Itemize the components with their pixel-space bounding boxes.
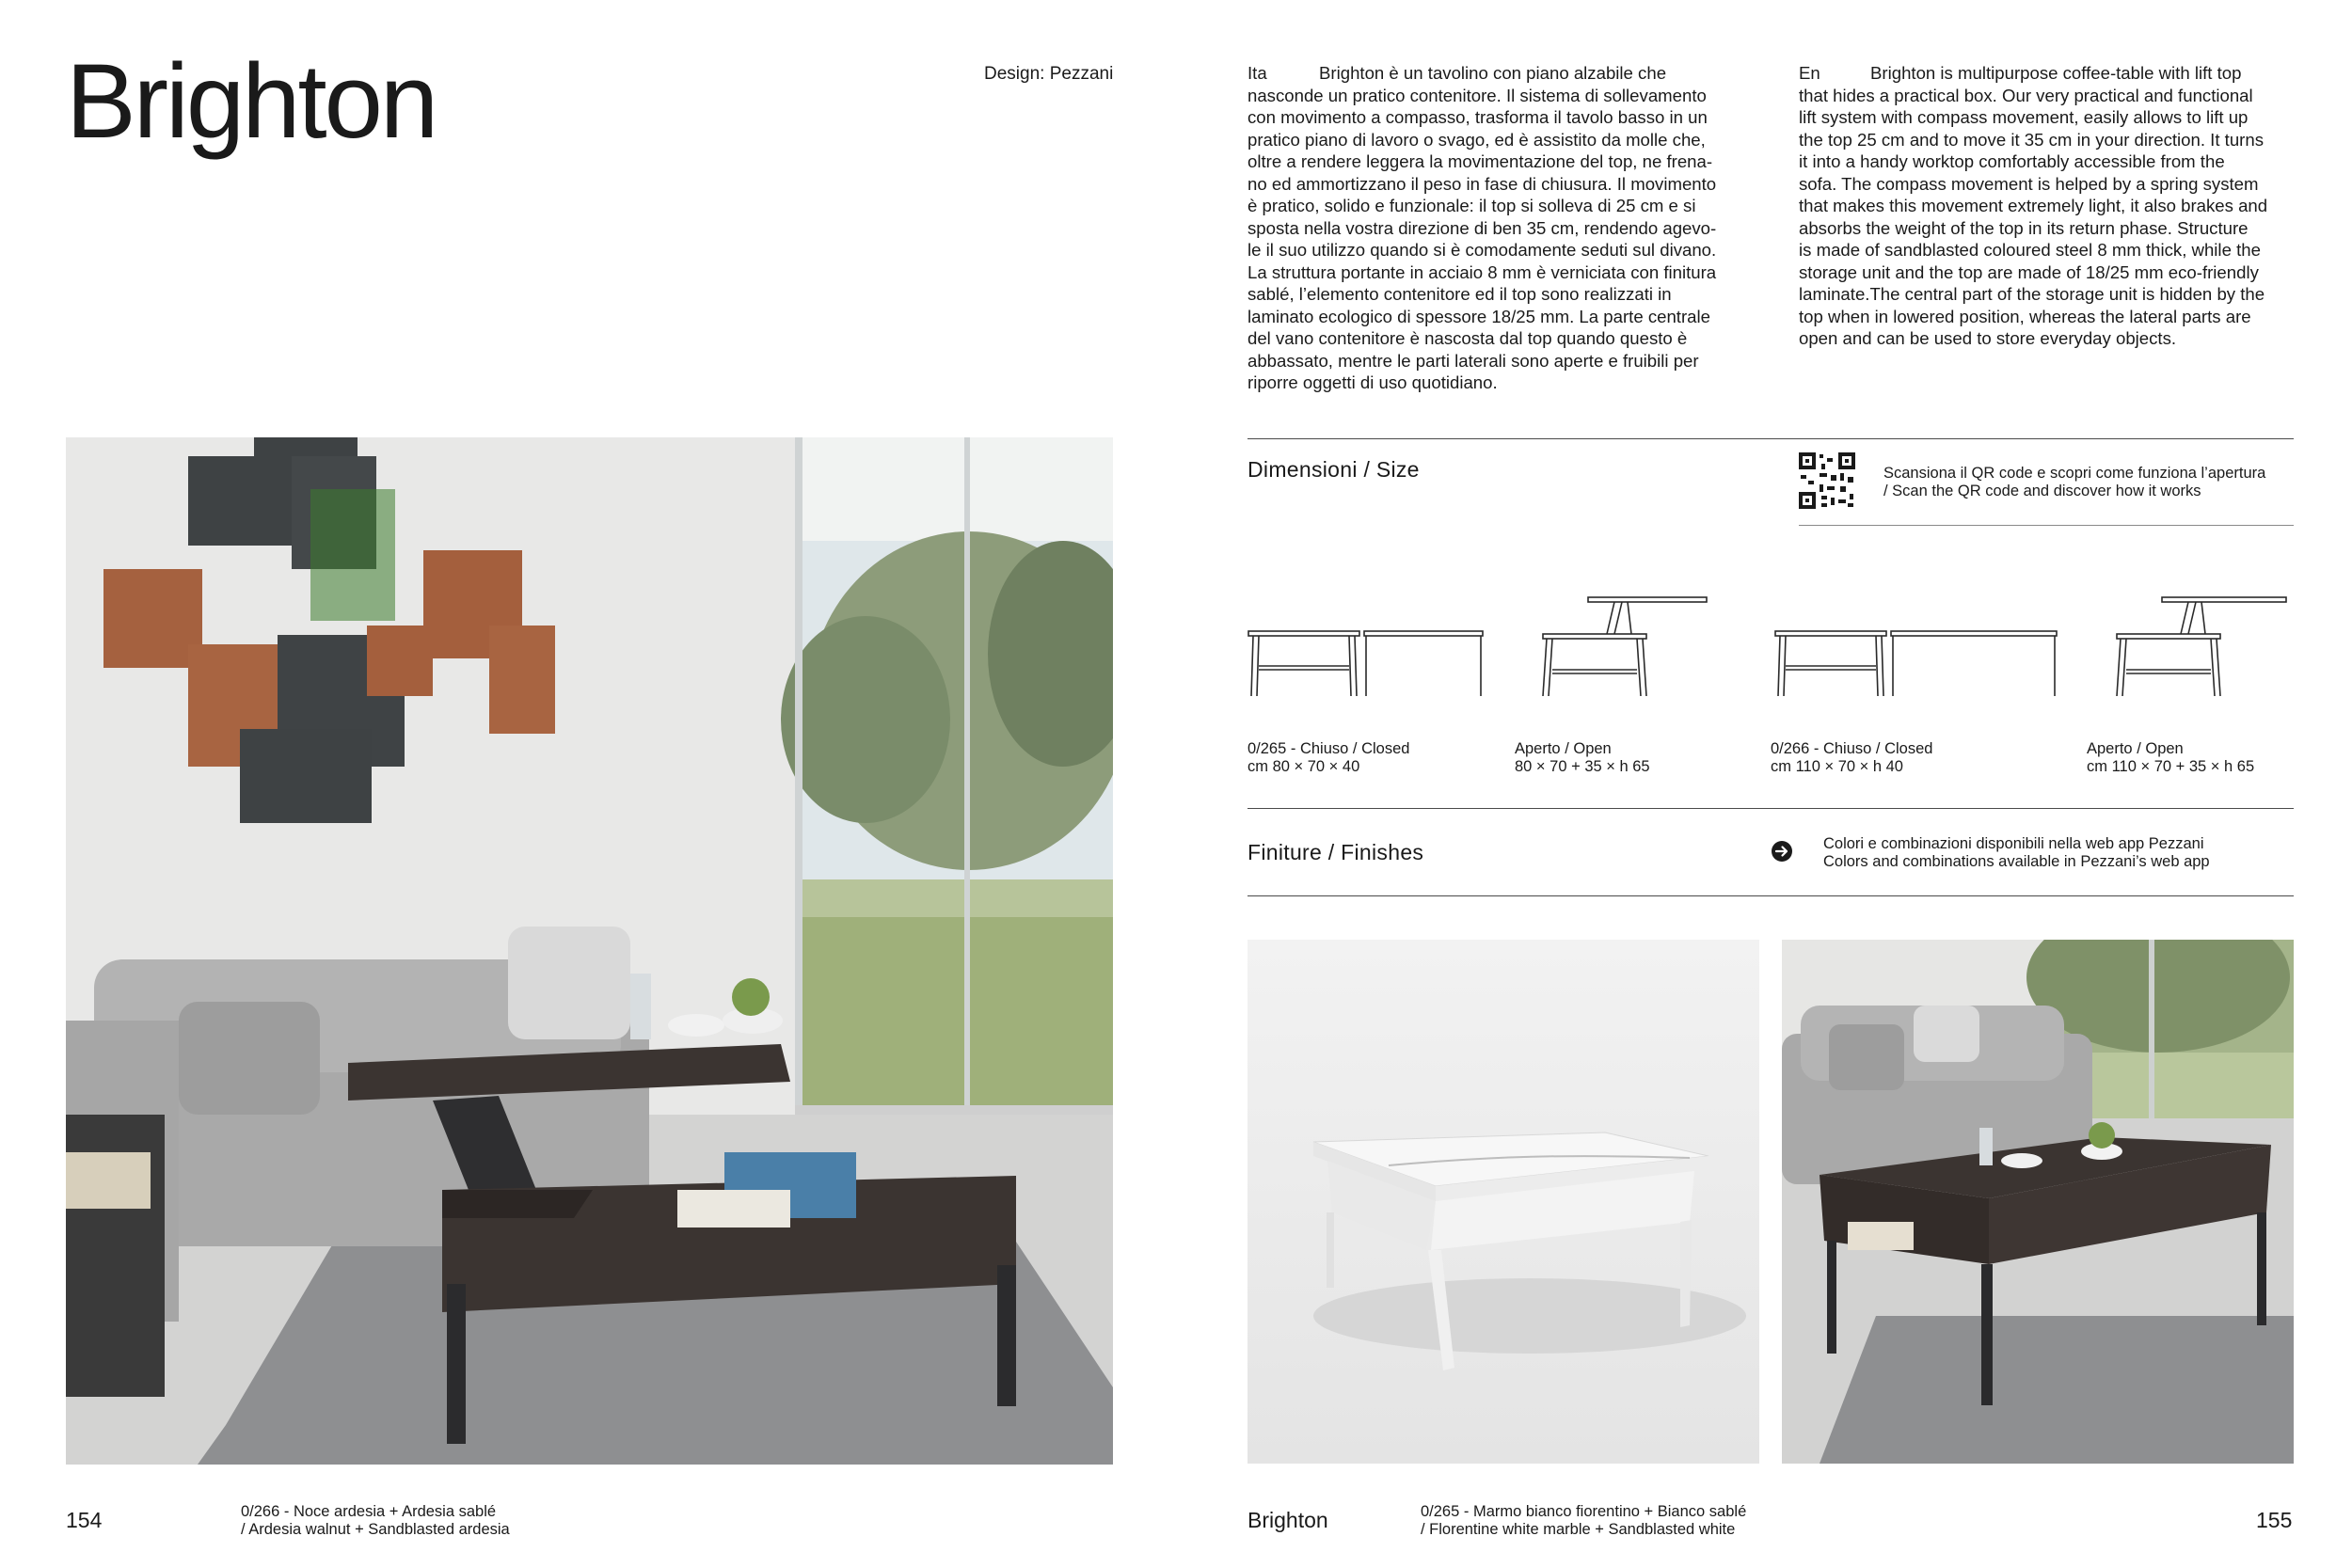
desc-line: sablé, l’elemento contenitore ed il top sono realizzati in: [1248, 284, 1672, 304]
dim-line: Aperto / Open: [1515, 740, 1612, 757]
desc-line: nasconde un pratico contenitore. Il sistema di sollevamento: [1248, 85, 1707, 105]
dim-line: 0/265 - Chiuso / Closed: [1248, 740, 1410, 757]
product-photo-room: [1782, 940, 2294, 1464]
desc-line: le il suo utilizzo quando si è comodamente seduti sul divano.: [1248, 240, 1717, 260]
desc-line: è pratico, solido e funzionale: il top si solleva di 25 cm e si: [1248, 196, 1696, 215]
drawing-open-80: [1539, 596, 1708, 700]
drawing-closed-110: [1774, 630, 2066, 698]
desc-line: the top 25 cm and to move it 35 cm in your direction. It turns: [1799, 129, 2265, 150]
qr-code-icon[interactable]: [1799, 452, 1855, 509]
description-italian: [1248, 62, 1774, 394]
caption-line: / Ardesia walnut + Sandblasted ardesia: [241, 1521, 510, 1538]
desc-line: it into a handy worktop comfortably accessible from the: [1799, 151, 2225, 171]
description-english: [1799, 62, 2307, 350]
desc-line: that hides a practical box. Our very practical and functional: [1799, 85, 2253, 105]
desc-line: is made of sandblasted coloured steel 8 mm thick, while the: [1799, 240, 2261, 260]
main-room-photo: [66, 437, 1113, 1465]
dimension-label: [1248, 740, 1409, 776]
dim-line: cm 80 × 70 × 40: [1248, 758, 1360, 775]
finishes-heading: Finiture / Finishes: [1248, 840, 1424, 864]
caption-line: 0/265 - Marmo bianco fiorentino + Bianco sablé: [1421, 1503, 1747, 1520]
desc-line: pratico piano di lavoro o svago, ed è assistito da molle che,: [1248, 129, 1706, 150]
qr-divider: [1799, 525, 2294, 526]
qr-instructions: [1883, 465, 2265, 500]
qr-text-line: Scansiona il QR code e scopri come funziona l’apertura: [1883, 465, 2266, 482]
qr-text-line: / Scan the QR code and discover how it works: [1883, 483, 2201, 499]
page-number-right: 155: [2256, 1508, 2293, 1532]
dimensions-heading: Dimensioni / Size: [1248, 457, 1420, 482]
dim-line: cm 110 × 70 × h 40: [1771, 758, 1903, 775]
dimension-label: [2087, 740, 2254, 776]
desc-line: no ed ammortizzano il peso in fase di chiusura. Il movimento: [1248, 173, 1717, 194]
desc-line: En Brighton is multipurpose coffee-table with lift top: [1799, 63, 2242, 83]
designer-credit: Design: Pezzani: [984, 64, 1114, 84]
desc-line: storage unit and the top are made of 18/25 mm eco-friendly: [1799, 261, 2259, 282]
desc-line: laminate.The central part of the storage unit is hidden by the: [1799, 284, 2265, 304]
dim-line: Aperto / Open: [2087, 740, 2184, 757]
finishes-line: Colori e combinazioni disponibili nella web app Pezzani: [1823, 835, 2204, 852]
section-divider: [1248, 808, 2294, 809]
photo-caption-right: [1421, 1503, 1746, 1539]
drawing-open-110: [2113, 596, 2292, 700]
desc-line: riporre oggetti di uso quotidiano.: [1248, 372, 1498, 392]
dimension-label: [1771, 740, 1932, 776]
dimension-label: [1515, 740, 1650, 776]
desc-line: Ita Brighton è un tavolino con piano alzabile che: [1248, 63, 1667, 83]
photo-caption-left: [241, 1503, 510, 1539]
language-tag-en: En: [1799, 63, 1820, 83]
arrow-right-circle-icon[interactable]: [1771, 840, 1793, 863]
caption-line: / Florentine white marble + Sandblasted white: [1421, 1521, 1736, 1538]
dim-line: cm 110 × 70 + 35 × h 65: [2087, 758, 2255, 775]
footer-product-name: Brighton: [1248, 1508, 1328, 1532]
drawing-closed-80: [1248, 630, 1492, 698]
desc-line: oltre a rendere leggera la movimentazione del top, ne frena-: [1248, 151, 1713, 171]
section-divider: [1248, 895, 2294, 896]
finishes-link-text[interactable]: [1823, 835, 2210, 871]
page-title: Brighton: [66, 42, 437, 160]
product-photo-white: [1248, 940, 1759, 1464]
finishes-line: Colors and combinations available in Pezzani’s web app: [1823, 853, 2210, 870]
caption-line: 0/266 - Noce ardesia + Ardesia sablé: [241, 1503, 497, 1520]
desc-line: absorbs the weight of the top in its return phase. Structure: [1799, 217, 2249, 238]
desc-line: con movimento a compasso, trasforma il tavolo basso in un: [1248, 107, 1708, 127]
dim-line: 0/266 - Chiuso / Closed: [1771, 740, 1933, 757]
desc-line: sofa. The compass movement is helped by a spring system: [1799, 173, 2259, 194]
desc-line: sposta nella vostra direzione di ben 35 cm, rendendo agevo-: [1248, 217, 1717, 238]
desc-line: La struttura portante in acciaio 8 mm è verniciata con finitura: [1248, 261, 1717, 282]
page-number-left: 154: [66, 1508, 103, 1532]
dim-line: 80 × 70 + 35 × h 65: [1515, 758, 1650, 775]
desc-line: laminato ecologico di spessore 18/25 mm. La parte centrale: [1248, 306, 1710, 326]
desc-line: top when in lowered position, whereas the lateral parts are: [1799, 306, 2251, 326]
section-divider: [1248, 438, 2294, 439]
desc-line: open and can be used to store everyday objects.: [1799, 328, 2177, 348]
desc-line: abbassato, mentre le parti laterali sono aperte e fruibili per: [1248, 350, 1699, 371]
desc-line: del vano contenitore è nascosta dal top quando questo è: [1248, 328, 1688, 348]
language-tag-ita: Ita: [1248, 63, 1267, 83]
desc-line: lift system with compass movement, easily allows to lift up: [1799, 107, 2249, 127]
desc-line: that makes this movement extremely light, it also brakes and: [1799, 196, 2268, 215]
